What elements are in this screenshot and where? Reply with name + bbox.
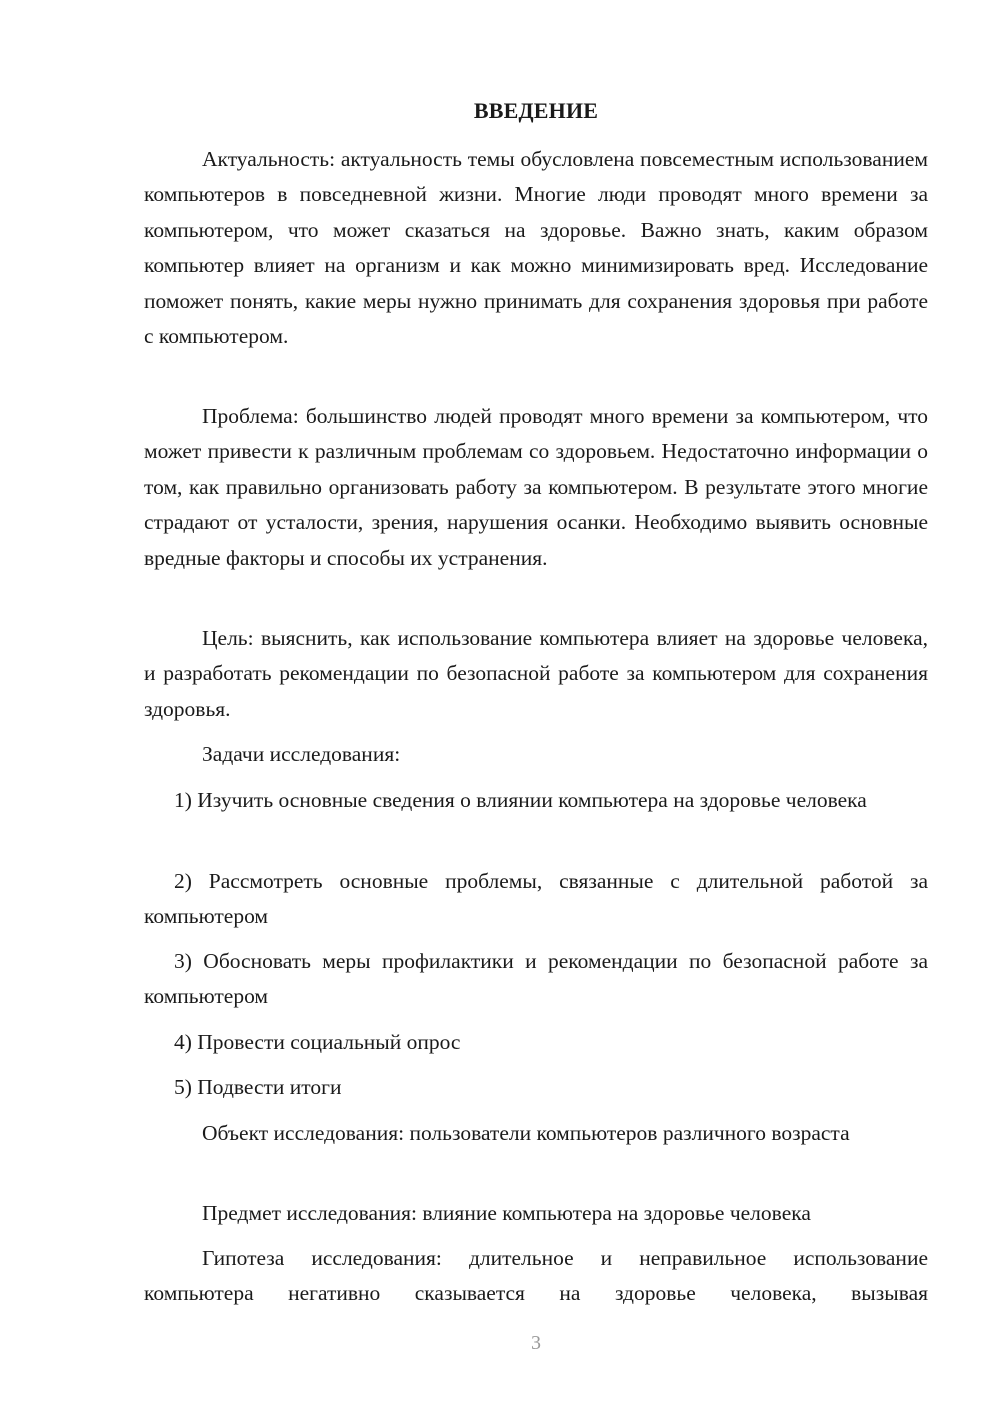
task-item-3: 3) Обосновать меры профилактики и рекомендации по безопасной работе за компьютером [144,949,928,1009]
problem-paragraph: Проблема: большинство людей проводят много времени за компьютером, что может привести к различным проблемам со здоровьем. Недостаточно информации о том, как правильно организовать работу за компьютером. В результате этого многие страдают от усталости, зрения, нарушения осанки. Необходимо выявить основные вредные факторы и способы их устранения. [144,404,928,570]
hypothesis-paragraph: Гипотеза исследования: длительное и неправильное использование компьютера негативно сказывается на здоровье человека, вызывая [144,1246,928,1306]
page-title: ВВЕДЕНИЕ [473,98,599,123]
document-page [144,0,928,1414]
relevance-paragraph: Актуальность: актуальность темы обусловлена повсеместным использованием компьютеров в повседневной жизни. Многие люди проводят много времени за компьютером, что может сказаться на здоровье. Важно знать, каким образом компьютер влияет на организм и как можно минимизировать вред. Исследование поможет понять, какие меры нужно принимать для сохранения здоровья при работе с компьютером. [144,147,928,349]
subject-paragraph: Предмет исследования: влияние компьютера на здоровье человека [202,1201,811,1225]
task-item-5: 5) Подвести итоги [174,1075,342,1099]
tasks-heading: Задачи исследования: [202,742,401,766]
goal-paragraph: Цель: выяснить, как использование компьютера влияет на здоровье человека, и разработать рекомендации по безопасной работе за компьютером для сохранения здоровья. [144,626,928,721]
object-paragraph: Объект исследования: пользователи компьютеров различного возраста [202,1121,850,1145]
task-item-1: 1) Изучить основные сведения о влиянии компьютера на здоровье человека [174,788,867,812]
task-item-2: 2) Рассмотреть основные проблемы, связанные с длительной работой за компьютером [144,869,928,929]
page-number: 3 [531,1332,541,1354]
task-item-4: 4) Провести социальный опрос [174,1030,461,1054]
